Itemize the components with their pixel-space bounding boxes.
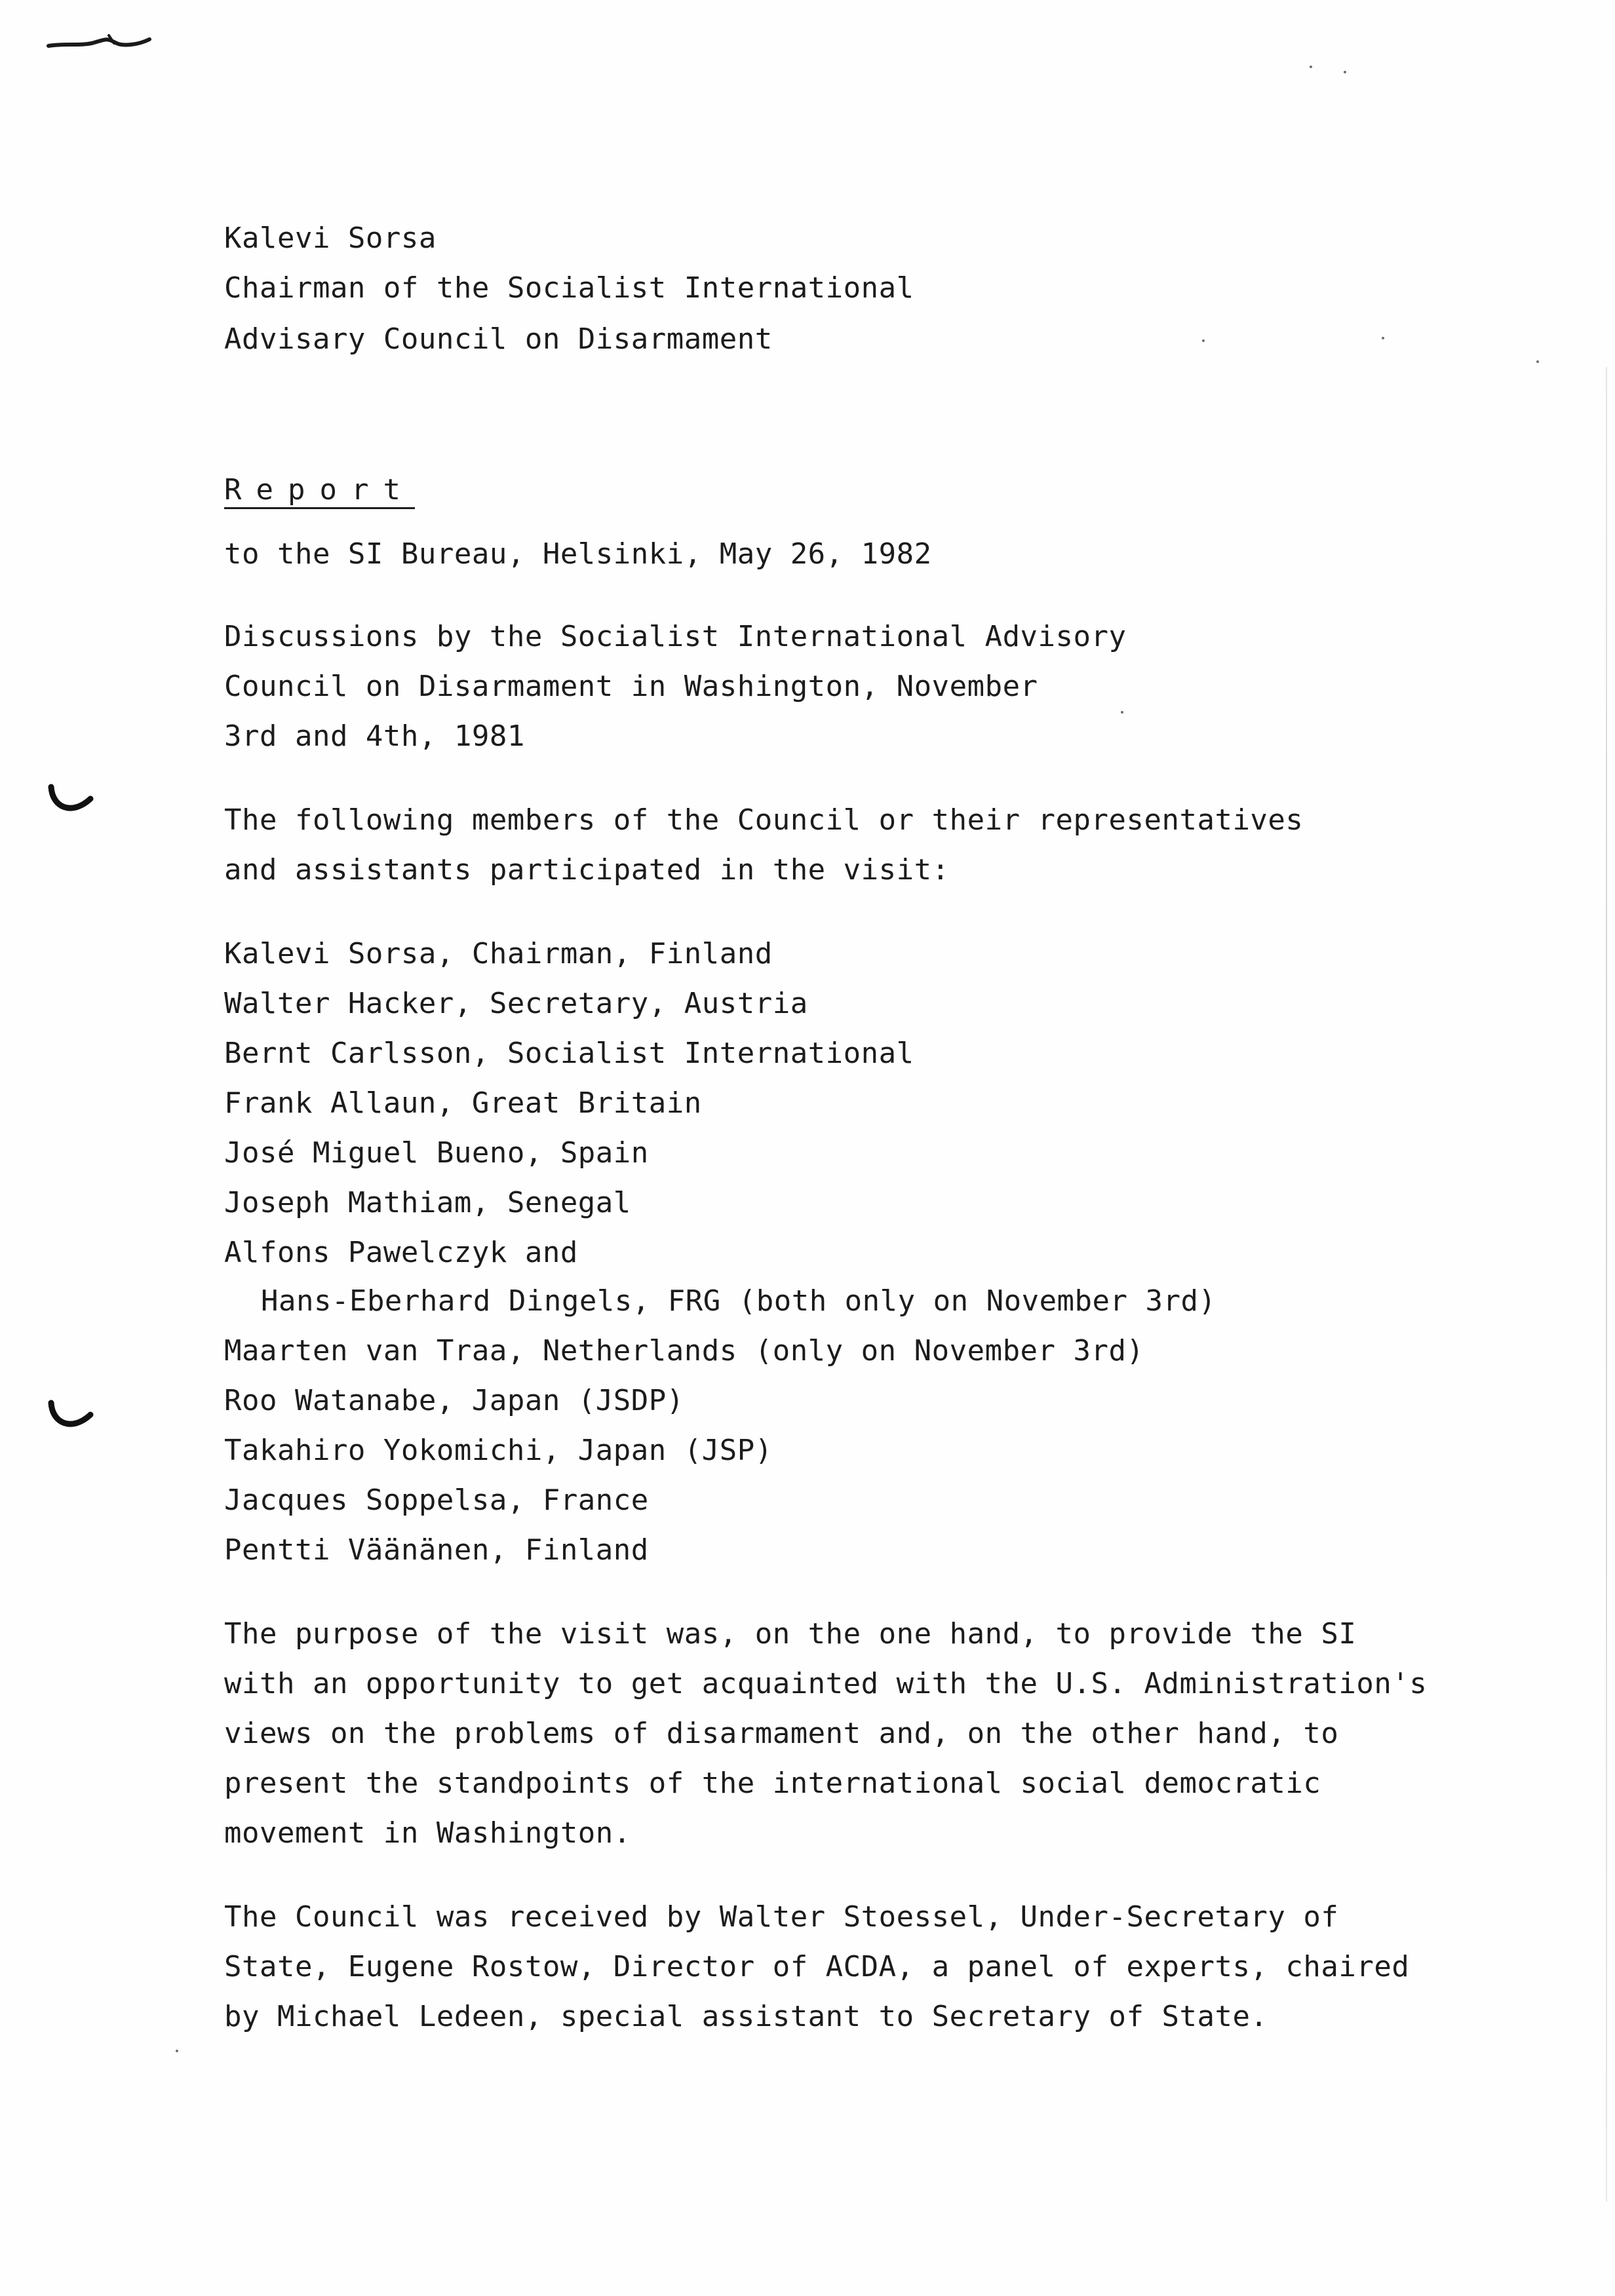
purpose-line: views on the problems of disarmament and, on the other hand, to xyxy=(224,1717,1339,1750)
participants-intro-line: and assistants participated in the visit: xyxy=(224,853,950,887)
speck xyxy=(1310,66,1312,68)
participant-list-item: Jacques Soppelsa, France xyxy=(224,1483,649,1517)
participant-list-item: Hans-Eberhard Dingels, FRG (both only on November 3rd) xyxy=(261,1284,1216,1318)
subject-line: Council on Disarmament in Washington, November xyxy=(224,670,1038,703)
participant-list-item: Joseph Mathiam, Senegal xyxy=(224,1186,631,1219)
participants-intro-line: The following members of the Council or their representatives xyxy=(224,803,1304,837)
report-title: Report xyxy=(224,473,415,507)
subject-line: Discussions by the Socialist International Advisory xyxy=(224,620,1127,653)
reception-line: State, Eugene Rostow, Director of ACDA, a panel of experts, chaired xyxy=(224,1950,1410,1983)
participant-list-item: Maarten van Traa, Netherlands (only on November 3rd) xyxy=(224,1334,1144,1368)
purpose-line: with an opportunity to get acquainted with the U.S. Administration's xyxy=(224,1667,1428,1700)
speck xyxy=(1121,711,1123,714)
subject-line: 3rd and 4th, 1981 xyxy=(224,719,525,753)
participant-list-item: Frank Allaun, Great Britain xyxy=(224,1086,702,1120)
reception-line: by Michael Ledeen, special assistant to Secretary of State. xyxy=(224,2000,1268,2033)
speck xyxy=(1536,360,1539,363)
participant-list-item: Kalevi Sorsa, Chairman, Finland xyxy=(224,937,773,970)
participant-list-item: Bernt Carlsson, Socialist International xyxy=(224,1037,914,1070)
speck xyxy=(1344,71,1346,73)
participant-list-item: Alfons Pawelczyk and xyxy=(224,1236,578,1269)
margin-arc-mark-top xyxy=(46,783,95,819)
report-destination: to the SI Bureau, Helsinki, May 26, 1982 xyxy=(224,537,932,571)
council-name: Advisary Council on Disarmament xyxy=(224,322,773,356)
margin-arc-mark-bottom xyxy=(46,1399,95,1435)
author-name: Kalevi Sorsa xyxy=(224,221,437,255)
participant-list-item: Takahiro Yokomichi, Japan (JSP) xyxy=(224,1434,773,1467)
speck xyxy=(1382,337,1384,339)
reception-line: The Council was received by Walter Stoessel, Under-Secretary of xyxy=(224,1900,1339,1934)
speck xyxy=(1202,339,1205,342)
pen-scribble-mark xyxy=(46,26,157,59)
page-edge-line xyxy=(1606,367,1607,2202)
purpose-line: present the standpoints of the international social democratic xyxy=(224,1767,1321,1800)
participant-list-item: Pentti Väänänen, Finland xyxy=(224,1533,649,1567)
purpose-line: The purpose of the visit was, on the one hand, to provide the SI xyxy=(224,1617,1357,1651)
participant-list-item: José Miguel Bueno, Spain xyxy=(224,1136,649,1170)
author-position: Chairman of the Socialist International xyxy=(224,271,914,305)
speck xyxy=(176,2050,178,2052)
participant-list-item: Walter Hacker, Secretary, Austria xyxy=(224,987,808,1020)
purpose-line: movement in Washington. xyxy=(224,1816,631,1850)
participant-list-item: Roo Watanabe, Japan (JSDP) xyxy=(224,1384,684,1417)
